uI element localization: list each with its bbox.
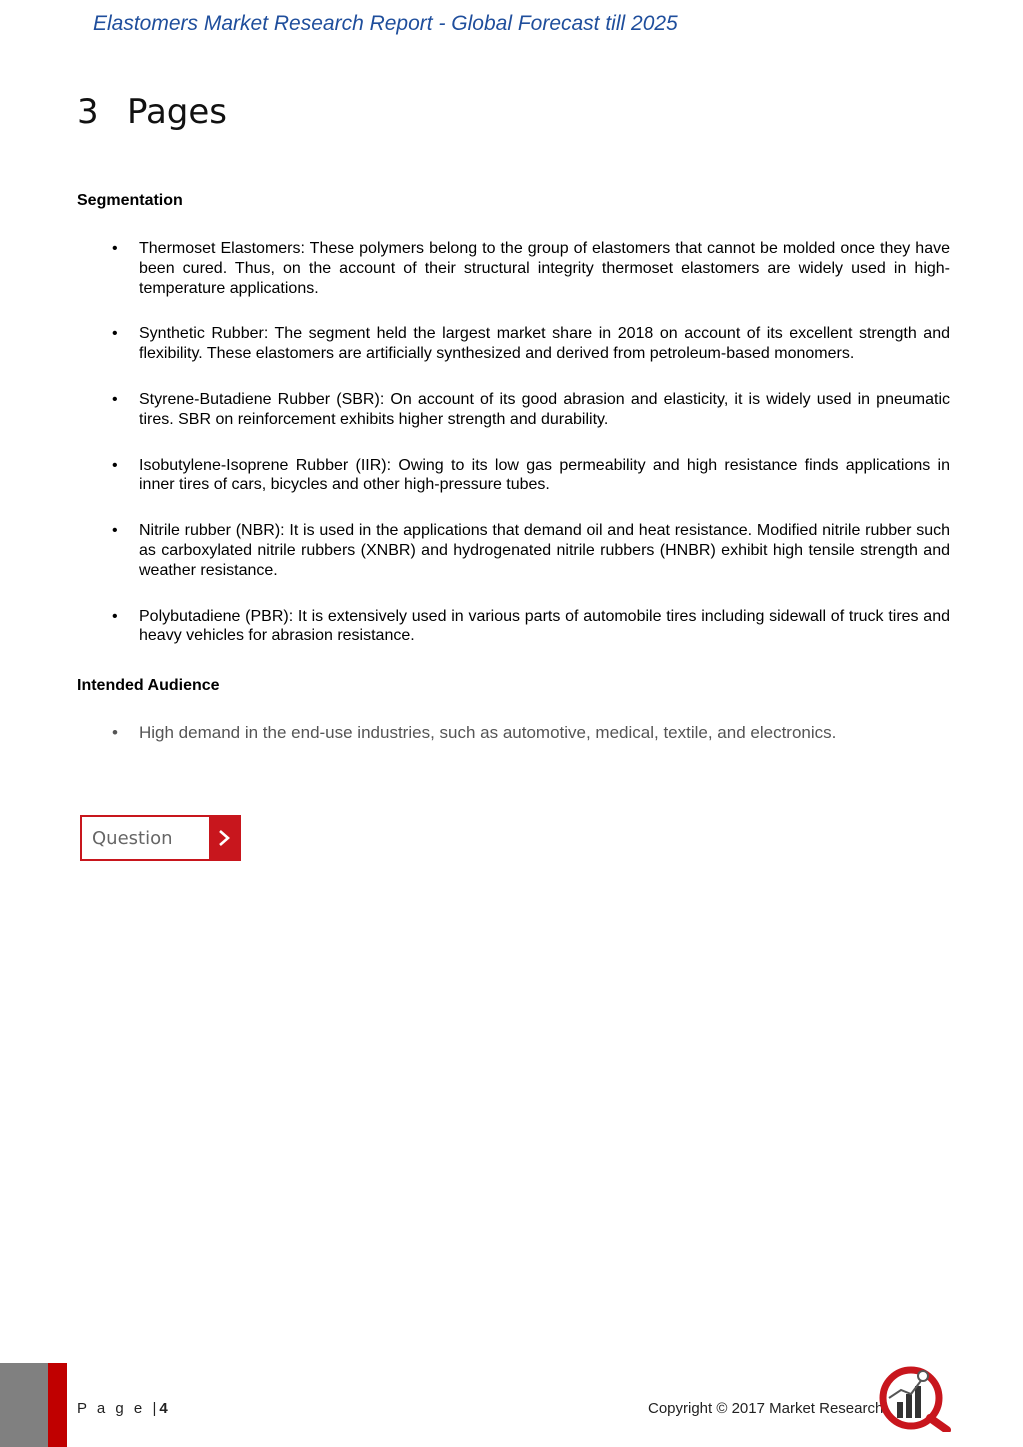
footer-gray-bar (0, 1363, 48, 1447)
list-item (0, 324, 950, 364)
section-heading (77, 92, 227, 132)
question-button[interactable] (80, 815, 241, 861)
footer-red-bar (48, 1363, 67, 1447)
segmentation-list (0, 239, 1023, 672)
list-item (0, 607, 950, 647)
list-item (0, 456, 950, 496)
segmentation-heading: Segmentation (77, 192, 183, 209)
company-logo-icon (875, 1364, 955, 1432)
list-item (0, 239, 950, 298)
chevron-right-icon (209, 817, 239, 859)
list-item (0, 521, 950, 580)
list-item-text: Synthetic Rubber: The segment held the largest market share in 2018 on account of its excellent strength and flexibility. These elastomers are artificially synthesized and derived from petroleum-based monomers. (139, 325, 950, 363)
bullet-icon: • (112, 325, 118, 343)
audience-list (0, 722, 1023, 770)
page-label: P a g e (77, 1400, 146, 1417)
report-header-title: Elastomers Market Research Report - Global Forecast till 2025 (93, 12, 678, 35)
list-item (0, 390, 950, 430)
list-item-text: Nitrile rubber (NBR): It is used in the applications that demand oil and heat resistance. Modified nitrile rubber such as carboxylated nitrile rubbers (XNBR) and hydrogenated nitrile rubbers (HNBR) exhibit high tensile strength and weather resistance. (139, 522, 950, 579)
bullet-icon: • (112, 607, 118, 625)
page-number: 4 (159, 1400, 168, 1417)
list-item (0, 722, 950, 744)
question-button-label: Question (92, 827, 173, 849)
list-item-text: Isobutylene-Isoprene Rubber (IIR): Owing to its low gas permeability and high resistance finds applications in inner tires of cars, bicycles and other high-pressure tubes. (139, 456, 950, 494)
list-item-text: Styrene-Butadiene Rubber (SBR): On account of its good abrasion and elasticity, it is widely used in pneumatic tires. SBR on reinforcement exhibits higher strength and durability. (139, 390, 950, 428)
bullet-icon: • (112, 240, 118, 257)
bullet-icon: • (112, 456, 118, 474)
copyright-text: Copyright © 2017 Market Research (648, 1400, 884, 1417)
list-item-text: Thermoset Elastomers: These polymers belong to the group of elastomers that cannot be molded once they have been cured. Thus, on the account of their structural integrity thermoset elastomers are widely used in high-temperature applications. (139, 240, 950, 297)
bullet-icon: • (112, 390, 118, 408)
section-title: Pages (127, 92, 228, 132)
bullet-icon: • (112, 723, 118, 742)
page-indicator (77, 1400, 168, 1417)
bullet-icon: • (112, 522, 118, 540)
list-item-text: Polybutadiene (PBR): It is extensively used in various parts of automobile tires including sidewall of truck tires and heavy vehicles for abrasion resistance. (139, 607, 950, 645)
audience-heading: Intended Audience (77, 677, 220, 694)
list-item-text: High demand in the end-use industries, such as automotive, medical, textile, and electronics. (139, 723, 837, 742)
page-separator: | (152, 1400, 160, 1417)
section-number: 3 (77, 92, 99, 132)
